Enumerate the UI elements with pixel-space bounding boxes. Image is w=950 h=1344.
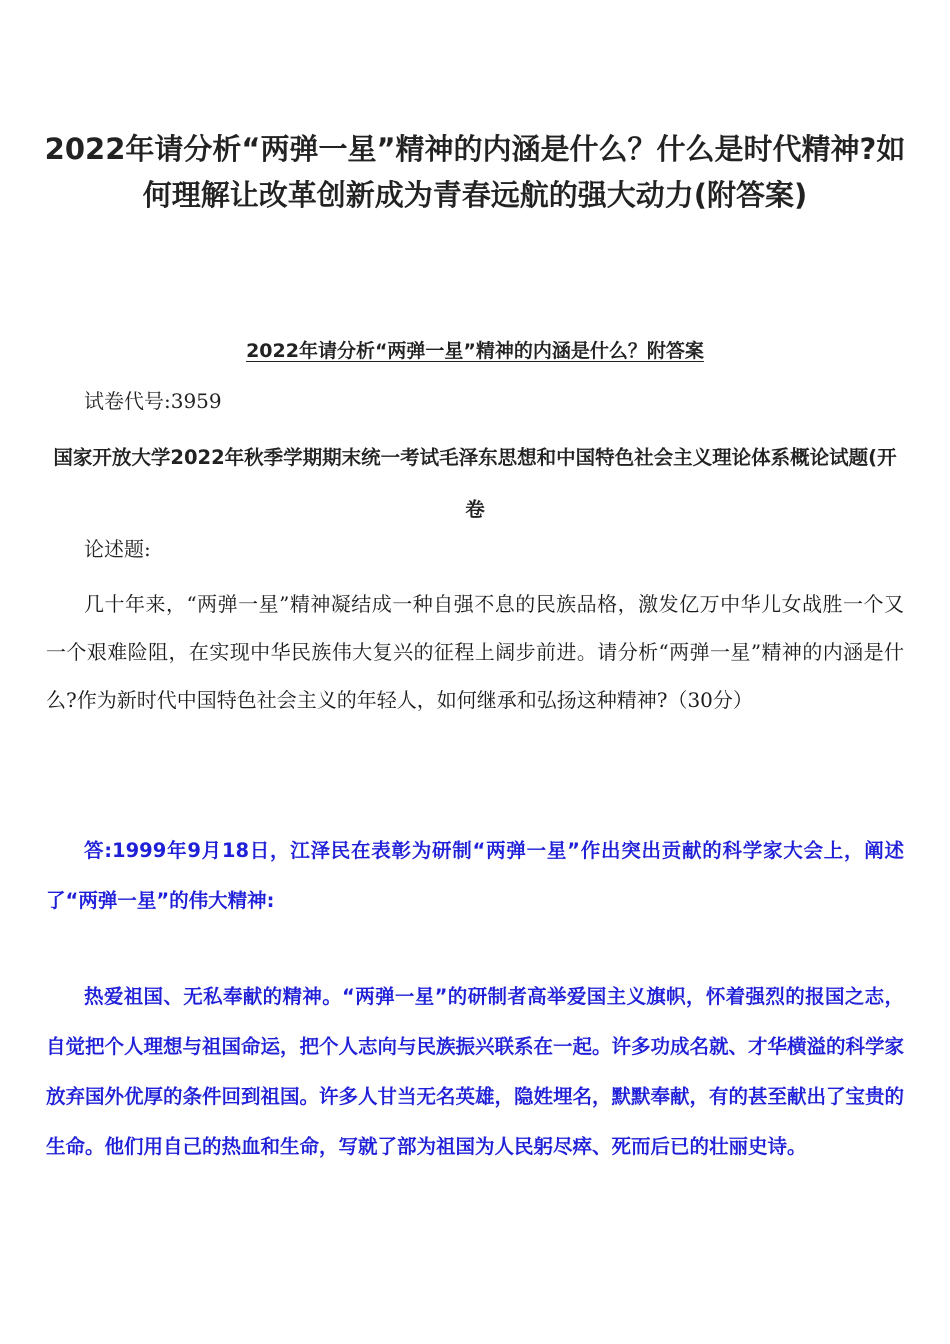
answer-intro-paragraph: 答:1999年9月18日，江泽民在表彰为研制“两弹一星”作出突出贡献的科学家大会上，阐述了“两弹一星”的伟大精神:	[46, 839, 904, 912]
exam-code-line: 试卷代号:3959	[84, 389, 222, 413]
answer-body-paragraph: 热爱祖国、无私奉献的精神。“两弹一星”的研制者高举爱国主义旗帜，怀着强烈的报国之志，自觉把个人理想与祖国命运，把个人志向与民族振兴联系在一起。许多功成名就、才华横溢的科学家放弃国外优厚的条件回到祖国。许多人甘当无名英雄，隐姓埋名，默默奉献，有的甚至献出了宝贵的生命。他们用自己的热血和生命，写就了部为祖国为人民躬尽瘁、死而后已的壮丽史诗。	[46, 985, 905, 1158]
exam-title: 国家开放大学2022年秋季学期期末统一考试毛泽东思想和中国特色社会主义理论体系概论试题(开卷	[53, 446, 897, 521]
section-subtitle-text: 2022年请分析“两弹一星”精神的内涵是什么？附答案	[246, 340, 704, 362]
section-subtitle	[0, 336, 950, 366]
document-main-title: 2022年请分析“两弹一星”精神的内涵是什么？什么是时代精神?如何理解让改革创新成为青春远航的强大动力(附答案)	[44, 132, 906, 212]
question-type-label: 论述题:	[84, 537, 151, 561]
question-paragraph: 几十年来，“两弹一星”精神凝结成一种自强不息的民族品格，激发亿万中华儿女战胜一个又一个艰难险阻，在实现中华民族伟大复兴的征程上阔步前进。请分析“两弹一星”精神的内涵是什么?作为新时代中国特色社会主义的年轻人，如何继承和弘扬这种精神?（30分）	[46, 592, 904, 712]
